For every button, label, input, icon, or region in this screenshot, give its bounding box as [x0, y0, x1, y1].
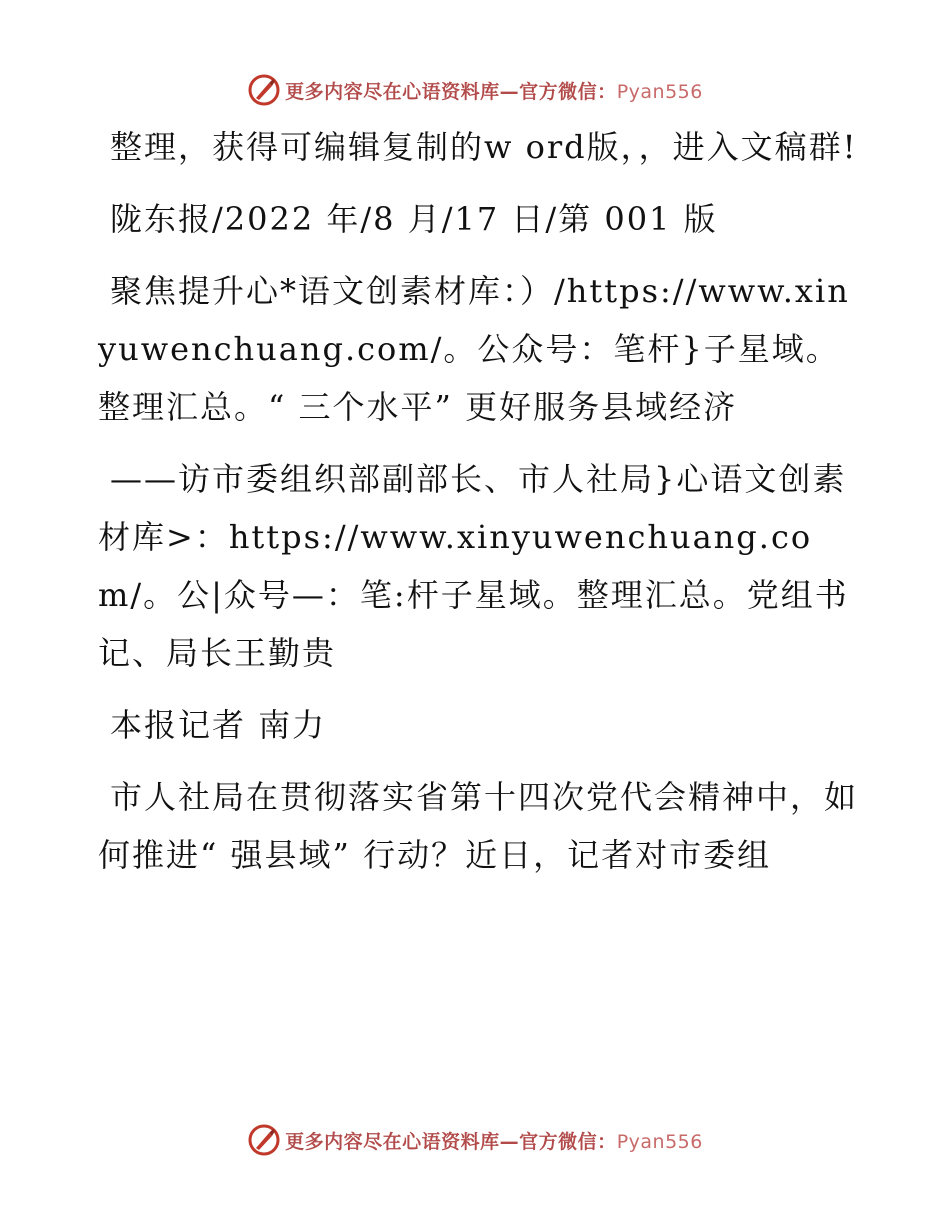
footer-watermark [0, 1120, 950, 1160]
document-body [98, 118, 858, 898]
paragraph-subheadline: ——访市委组织部副部长、市人社局}心语文创素材库>：https://www.xinyuwenchuang.com/。公|众号—：笔:杆子星域。整理汇总。党组书记、局长王勤贵 [98, 460, 849, 672]
paragraph-headline: 聚焦提升心*语文创素材库：）/https://www.xinyuwenchuang.com/。公众号：笔杆}子星域。整理汇总。“ 三个水平” 更好服务县域经济 [98, 272, 850, 426]
watermark-text: 更多内容尽在心语资料库—官方微信：Pyan556 [285, 1130, 703, 1153]
paragraph-lead: 市人社局在贯彻落实省第十四次党代会精神中，如何推进“ 强县域” 行动？近日，记者对市委组 [98, 778, 859, 874]
header-watermark [0, 70, 950, 110]
paragraph-source: 陇东报/2022 年/8 月/17 日/第 001 版 [110, 200, 718, 238]
pen-logo-icon [247, 73, 281, 107]
pen-logo-icon [247, 1123, 281, 1157]
watermark-text: 更多内容尽在心语资料库—官方微信：Pyan556 [285, 80, 703, 103]
paragraph-byline: 本报记者 南力 [110, 706, 327, 744]
paragraph-intro: 整理，获得可编辑复制的w ord版，，进入文稿群! [110, 128, 858, 166]
